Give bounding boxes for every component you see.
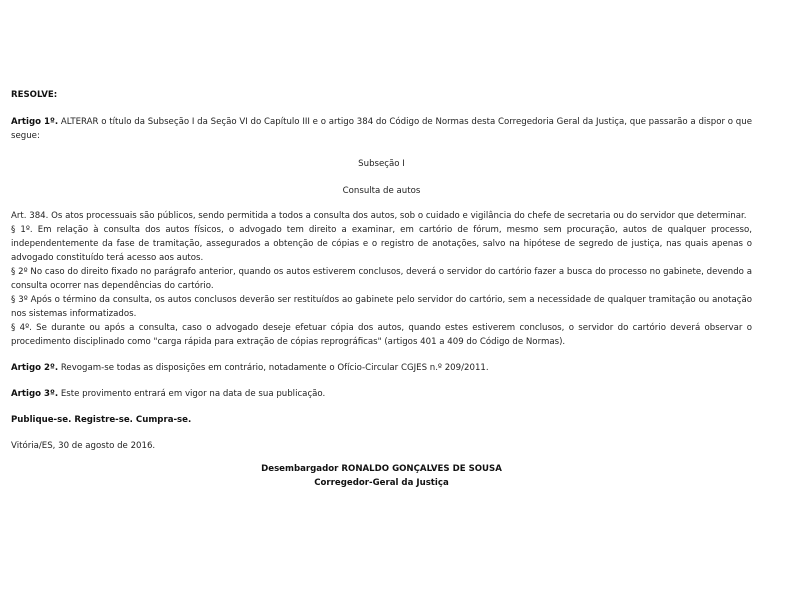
- article-3: [11, 387, 752, 401]
- subsection-subtitle: Consulta de autos: [342, 186, 421, 196]
- document-body: [11, 88, 752, 490]
- paragraph-4: § 4º. Se durante ou após a consulta, caso o advogado deseje efetuar cópia dos autos, quando estes estiverem conclusos, o servidor do cartório deverá observar o procedimento disciplinado como "carga rápida para extração de cópias reprográficas" (artigos 401 a 409 do Código de Normas).: [11, 323, 752, 347]
- publish-line: Publique-se. Registre-se. Cumpra-se.: [11, 415, 192, 425]
- signature-name: Desembargador RONALDO GONÇALVES DE SOUSA: [261, 464, 502, 474]
- article-2: [11, 361, 752, 375]
- paragraph-3: § 3º Após o término da consulta, os autos conclusos deverão ser restituídos ao gabinete pelo servidor do cartório, sem a necessidade de qualquer tramitação ou anotação nos sistemas informatizados.: [11, 295, 752, 319]
- article-3-text: Este provimento entrará em vigor na data de sua publicação.: [58, 389, 326, 399]
- article-1-label: Artigo 1º.: [11, 117, 59, 127]
- signature-role: Corregedor-Geral da Justiça: [314, 478, 449, 488]
- article-2-label: Artigo 2º.: [11, 363, 59, 373]
- subsection-title: Subseção I: [358, 159, 405, 169]
- article-2-text: Revogam-se todas as disposições em contrário, notadamente o Ofício-Circular CGJES n.º 209/2011.: [58, 363, 489, 373]
- paragraph-2: § 2º No caso do direito fixado no parágrafo anterior, quando os autos estiverem conclusos, deverá o servidor do cartório fazer a busca do processo no gabinete, devendo a consulta ocorrer nas dependências do cartório.: [11, 267, 752, 291]
- resolve-heading: RESOLVE:: [11, 90, 58, 100]
- paragraph-1: § 1º. Em relação à consulta dos autos físicos, o advogado tem direito a examinar, em cartório de fórum, mesmo sem procuração, autos de qualquer processo, independentemente da fase de tramitação, assegurados a obtenção de cópias e o registro de anotações, salvo na hipótese de segredo de justiça, nas quais apenas o advogado constituído terá acesso aos autos.: [11, 225, 752, 263]
- article-1-text: ALTERAR o título da Subseção I da Seção VI do Capítulo III e o artigo 384 do Código de Normas desta Corregedoria Geral da Justiça, que passarão a dispor o que segue:: [11, 117, 752, 141]
- art-384: Art. 384. Os atos processuais são públicos, sendo permitida a todos a consulta dos autos, sob o cuidado e vigilância do chefe de secretaria ou do servidor que determinar.: [11, 211, 747, 221]
- article-3-label: Artigo 3º.: [11, 389, 59, 399]
- place-date: Vitória/ES, 30 de agosto de 2016.: [11, 441, 156, 451]
- signature-block: [11, 462, 752, 490]
- article-1: [11, 115, 752, 143]
